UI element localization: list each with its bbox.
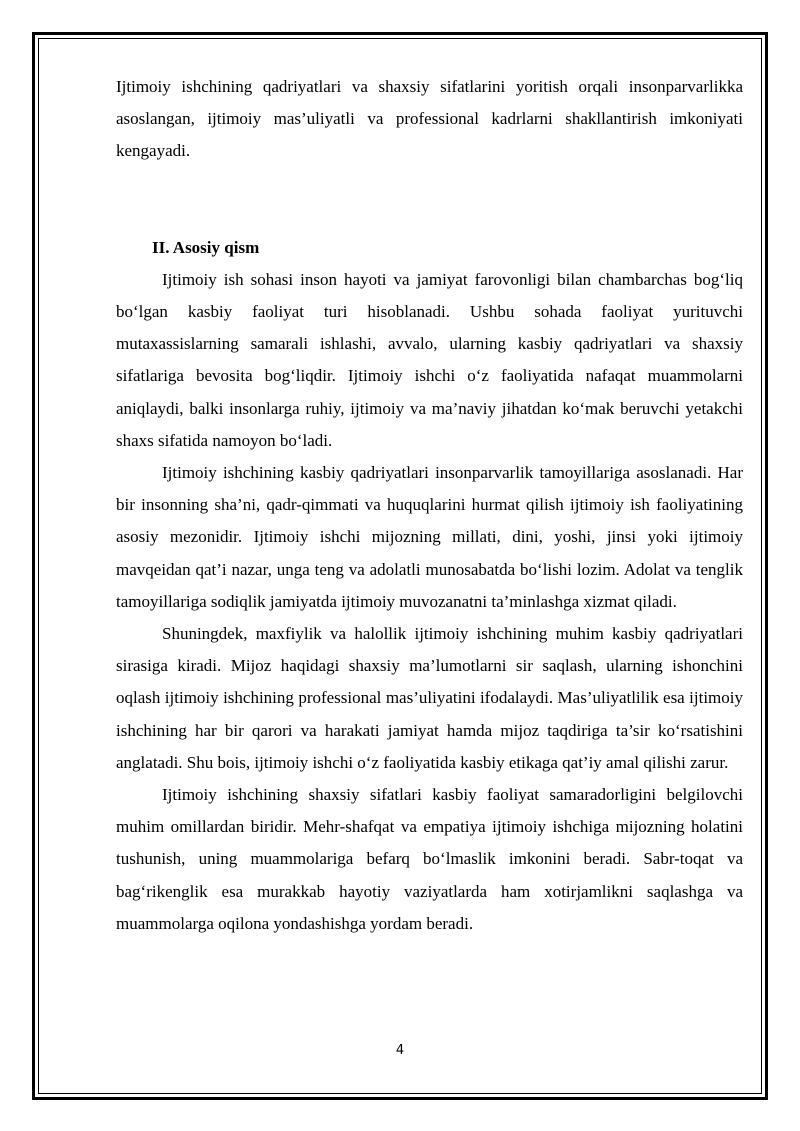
paragraph-2: Ijtimoiy ishchining kasbiy qadriyatlari insonparvarlik tamoyillariga asoslanadi. Har bir insonning sha’ni, qadr-qimmati va huquqlarini hurmat qilish ijtimoiy ish faoliyatining asosiy mezonidir. Ijtimoiy ishchi mijozning millati, dini, yoshi, jinsi yoki ijtimoiy mavqeidan qat’i nazar, unga teng va adolatli munosabatda bo‘lishi lozim. Adolat va tenglik tamoyillariga sodiqlik jamiyatda ijtimoiy muvozanatni ta’minlashga xizmat qiladi.: [116, 463, 743, 611]
paragraph-3: Shuningdek, maxfiylik va halollik ijtimoiy ishchining muhim kasbiy qadriyatlari sirasiga kiradi. Mijoz haqidagi shaxsiy ma’lumotlarni sir saqlash, ularning ishonchini oqlash ijtimoiy ishchining professional mas’uliyatini ifodalaydi. Mas’uliyatlilik esa ijtimoiy ishchining har bir qarori va harakati jamiyat hamda mijoz taqdiriga ta’sir ko‘rsatishini anglatadi. Shu bois, ijtimoiy ishchi o‘z faoliyatida kasbiy etikaga qat’iy amal qilishi zarur.: [116, 624, 743, 772]
paragraph-1: Ijtimoiy ish sohasi inson hayoti va jamiyat farovonligi bilan chambarchas bog‘liq bo‘lgan kasbiy faoliyat turi hisoblanadi. Ushbu sohada faoliyat yurituvchi mutaxassislarning samarali ishlashi, avvalo, ularning kasbiy qadriyatlari va shaxsiy sifatlariga bevosita bog‘liqdir. Ijtimoiy ishchi o‘z faoliyatida nafaqat muammolarni aniqlaydi, balki insonlarga ruhiy, ijtimoiy va ma’naviy jihatdan ko‘mak beruvchi yetakchi shaxs sifatida namoyon bo‘ladi.: [116, 269, 743, 450]
section-spacer: [116, 168, 743, 232]
document-body: [116, 71, 743, 940]
intro-paragraph: Ijtimoiy ishchining qadriyatlari va shaxsiy sifatlarini yoritish orqali insonparvarlikka asoslangan, ijtimoiy mas’uliyatli va professional kadrlarni shakllantirish imkoniyati kengayadi.: [116, 77, 743, 161]
section-heading: II. Asosiy qism: [152, 237, 260, 257]
page-number: 4: [395, 1043, 405, 1058]
paragraph-4: Ijtimoiy ishchining shaxsiy sifatlari kasbiy faoliyat samaradorligini belgilovchi muhim omillardan biridir. Mehr-shafqat va empatiya ijtimoiy ishchiga mijozning holatini tushunish, uning muammolariga befarq bo‘lmaslik imkonini beradi. Sabr-toqat va bag‘rikenglik esa murakkab hayotiy vaziyatlarda ham xotirjamlikni saqlashga va muammolarga oqilona yondashishga yordam beradi.: [116, 785, 743, 933]
